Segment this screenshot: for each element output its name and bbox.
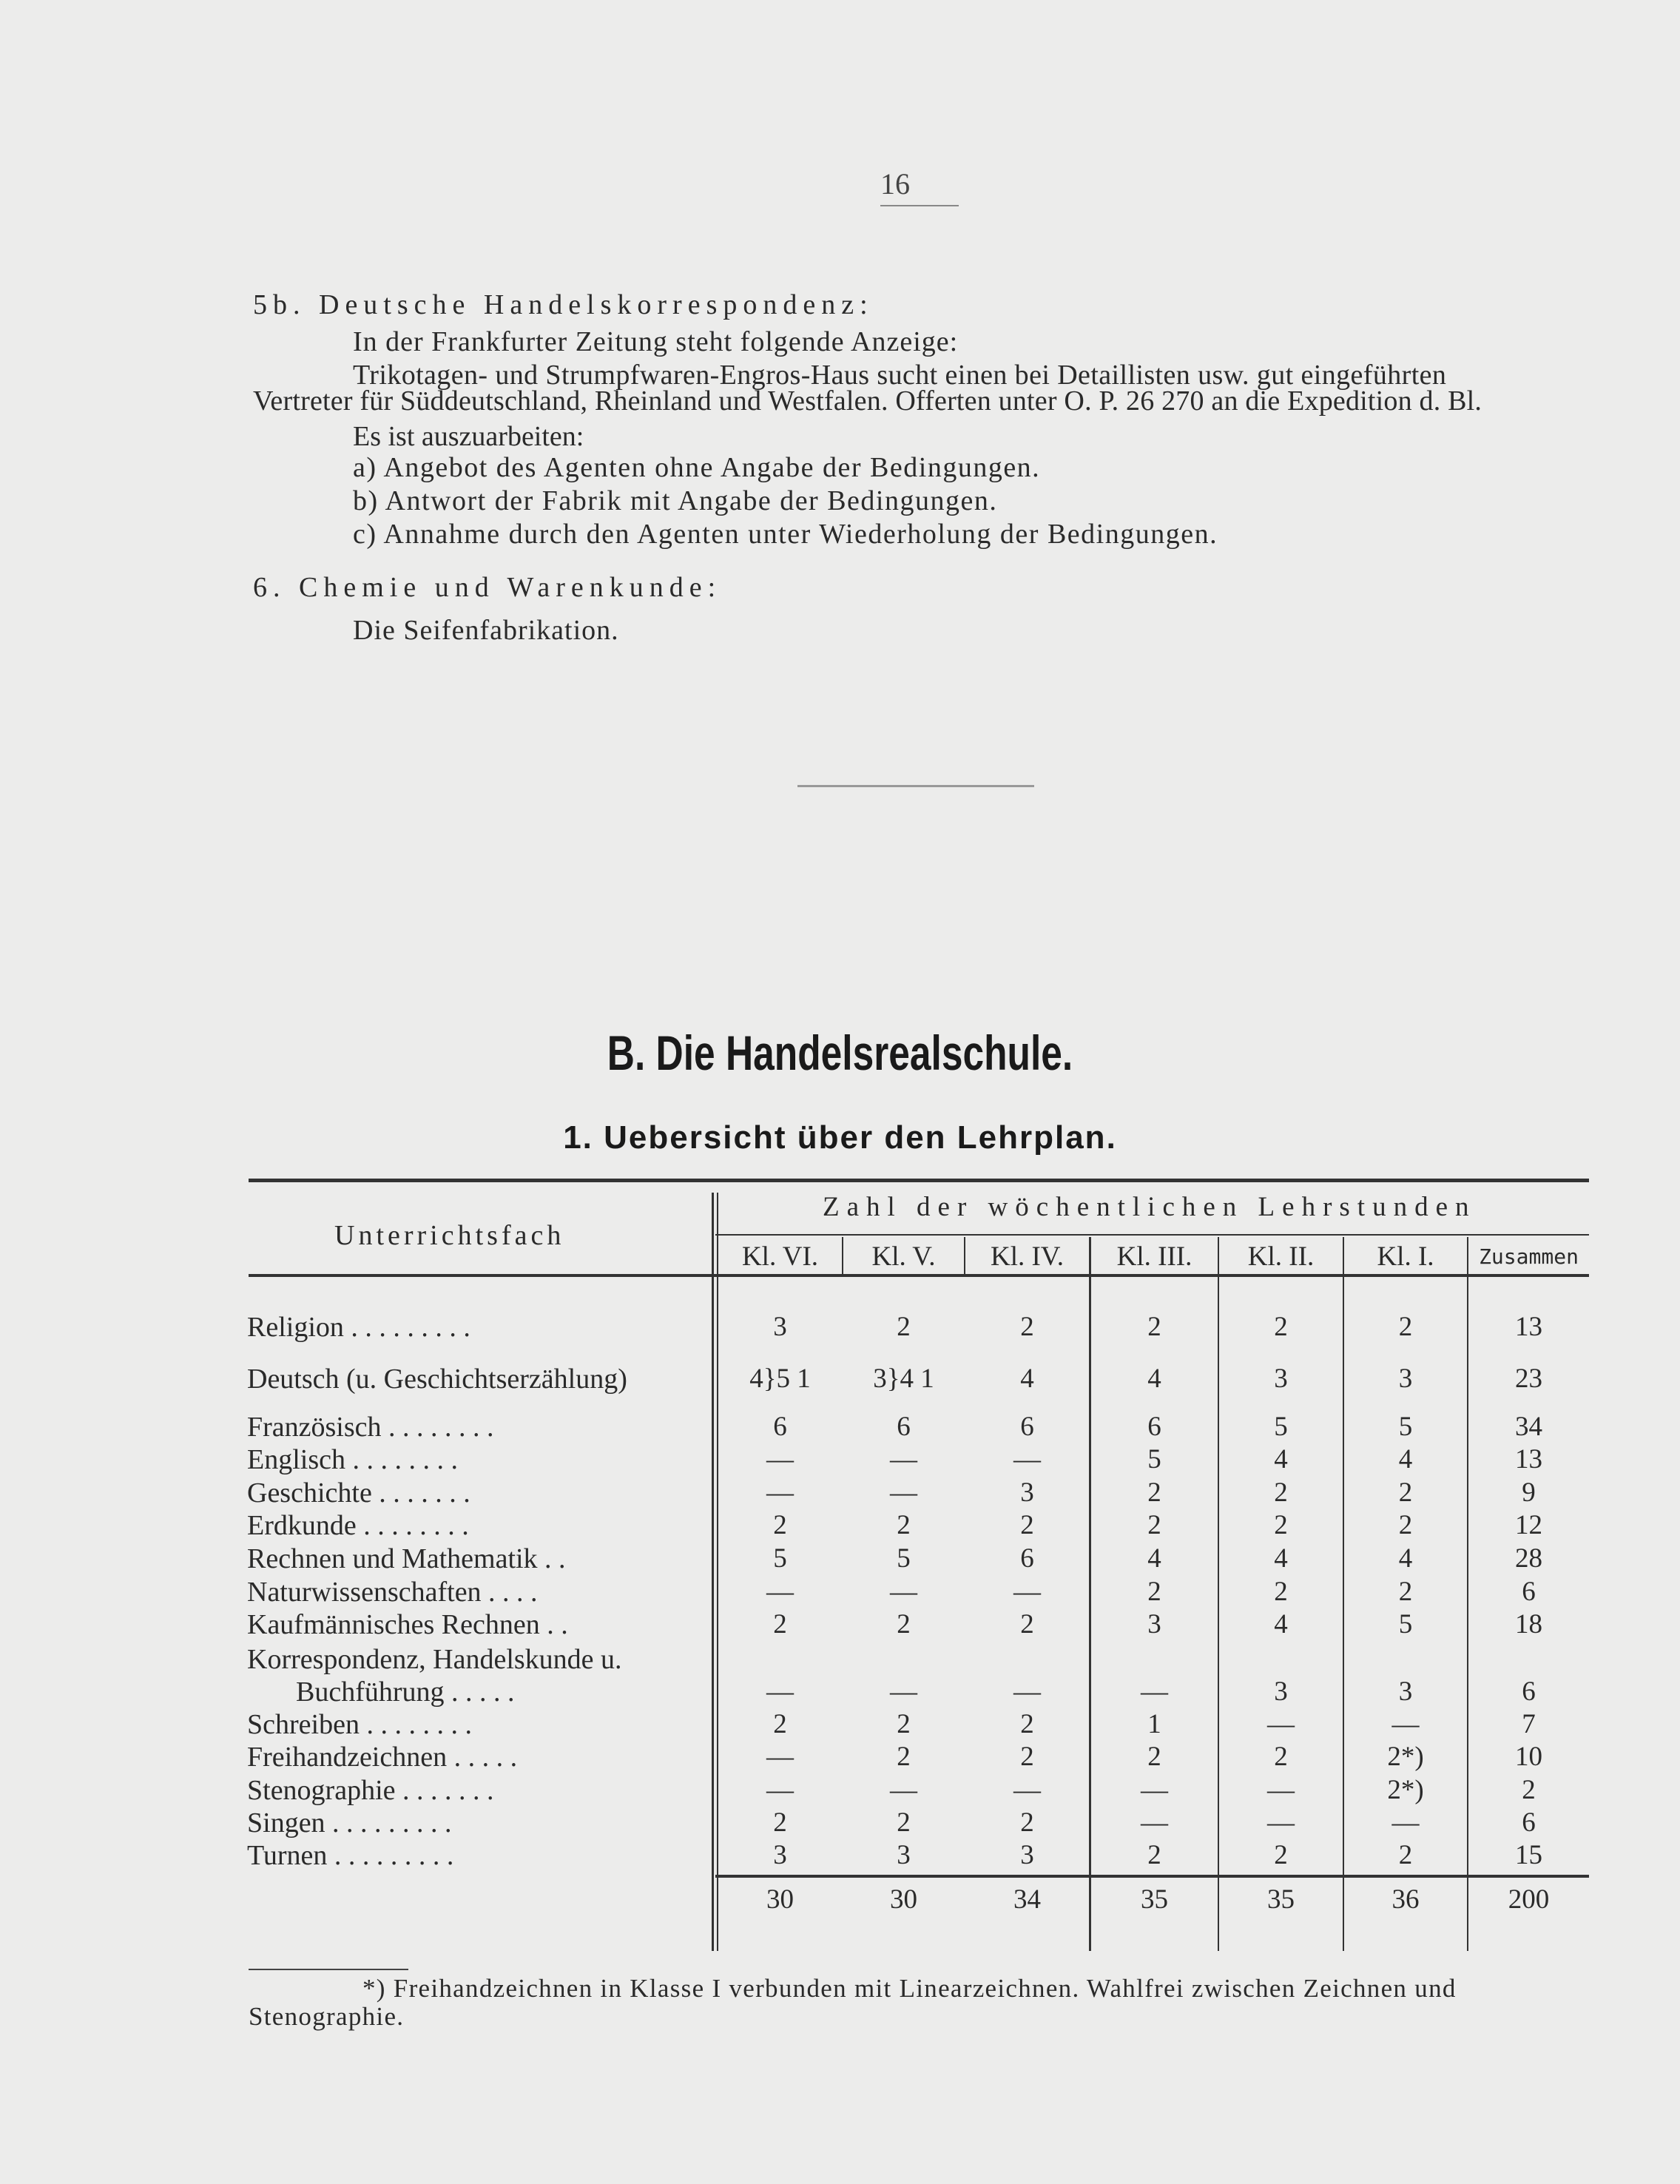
task-a: a) Angebot des Agenten ohne Angabe der Bedingungen.: [353, 452, 1041, 483]
row-value: 2: [1274, 1742, 1288, 1772]
row-value: —: [1013, 1775, 1041, 1805]
col-header-kl5: Kl. V.: [871, 1241, 936, 1272]
row-value: —: [766, 1676, 794, 1707]
row-value: 2: [1398, 1477, 1413, 1508]
footnote-rule: [249, 1969, 408, 1970]
col-header-kl4: Kl. IV.: [990, 1241, 1065, 1272]
row-value: 2: [1147, 1840, 1161, 1870]
total-value: 200: [1508, 1884, 1550, 1915]
row-value: 28: [1515, 1543, 1542, 1574]
row-value: 2: [897, 1807, 911, 1838]
row-value: 6: [1147, 1412, 1161, 1442]
row-value: 2: [1274, 1840, 1288, 1870]
heading-b: B. Die Handelsrealschule.: [607, 1025, 1073, 1080]
row-value: 4: [1398, 1543, 1413, 1574]
task-intro: Es ist auszuarbeiten:: [353, 421, 584, 452]
row-value: 3: [773, 1312, 787, 1342]
row-value: 2: [1147, 1510, 1161, 1540]
ad-line-2: Vertreter für Süddeutschland, Rheinland und Westfalen. Offerten unter O. P. 26 270 an die Expedition d. Bl.: [253, 385, 1482, 417]
row-value: 4: [1020, 1364, 1034, 1394]
row-value: 4: [1274, 1609, 1288, 1639]
task-c: c) Annahme durch den Agenten unter Wiederholung der Bedingungen.: [353, 519, 1218, 550]
col-header-kl3: Kl. III.: [1116, 1241, 1192, 1272]
total-value: 36: [1391, 1884, 1420, 1915]
row-value: 2: [897, 1312, 911, 1342]
row-subject: Korrespondenz, Handelskunde u.: [247, 1644, 622, 1675]
col-header-kl2: Kl. II.: [1247, 1241, 1315, 1272]
row-value: 1: [1147, 1709, 1161, 1739]
row-value: 2: [1147, 1742, 1161, 1772]
row-subject: Französisch . . . . . . . .: [247, 1412, 494, 1443]
section-6-text: Die Seifenfabrikation.: [353, 615, 619, 646]
row-value: 3: [1398, 1676, 1413, 1707]
table-header-bottom-rule: [249, 1274, 1589, 1277]
row-value: 9: [1522, 1477, 1536, 1508]
task-b: b) Antwort der Fabrik mit Angabe der Bedingungen.: [353, 485, 998, 516]
table-header-mid-rule: [715, 1234, 1589, 1236]
table-group-header: Zahl der wöchentlichen Lehrstunden: [823, 1192, 1477, 1222]
row-value: 34: [1515, 1412, 1542, 1442]
row-value: 2: [773, 1609, 787, 1639]
page-number: 16: [880, 167, 910, 200]
row-value: 3: [1147, 1609, 1161, 1639]
row-subject: Freihandzeichnen . . . . .: [247, 1742, 518, 1773]
row-value: 3: [1274, 1364, 1288, 1394]
row-value: 2*): [1387, 1775, 1424, 1805]
row-value: 2: [1398, 1312, 1413, 1342]
row-value: 5: [773, 1543, 787, 1574]
row-value: 2: [1274, 1510, 1288, 1540]
row-value: 2: [1398, 1840, 1413, 1870]
row-subject: Geschichte . . . . . . .: [247, 1477, 470, 1509]
row-value: 12: [1515, 1510, 1542, 1540]
row-value: 3: [1274, 1676, 1288, 1707]
row-value: 7: [1522, 1709, 1536, 1739]
row-value: 2: [897, 1742, 911, 1772]
total-value: 35: [1141, 1884, 1168, 1915]
row-subject: Singen . . . . . . . . .: [247, 1807, 452, 1838]
ad-line-1: Trikotagen- und Strumpfwaren-Engros-Haus sucht einen bei Detaillisten usw. gut eingeführten: [353, 360, 1447, 391]
row-value: —: [766, 1477, 794, 1508]
table-top-rule: [249, 1179, 1589, 1182]
row-value: 2: [1147, 1312, 1161, 1342]
row-value: 3: [897, 1840, 911, 1870]
row-value: 2*): [1387, 1742, 1424, 1772]
row-value: 2: [1147, 1477, 1161, 1508]
row-value: —: [1391, 1807, 1420, 1838]
row-value: —: [766, 1775, 794, 1805]
row-value: 4}5 1: [749, 1364, 811, 1394]
row-value: —: [1013, 1444, 1041, 1474]
col-header-zusammen: Zusammen: [1479, 1244, 1579, 1269]
row-value: 5: [1274, 1412, 1288, 1442]
table-subject-divider: [712, 1193, 714, 1951]
row-value: 2: [1274, 1577, 1288, 1607]
row-value: 4: [1274, 1543, 1288, 1574]
row-value: 5: [1147, 1444, 1161, 1474]
row-value: 3}4 1: [873, 1364, 934, 1394]
row-value: —: [1141, 1676, 1168, 1707]
row-value: —: [890, 1444, 917, 1474]
row-value: —: [1141, 1807, 1168, 1838]
row-value: 2: [897, 1510, 911, 1540]
row-value: 6: [773, 1412, 787, 1442]
heading-1: 1. Uebersicht über den Lehrplan.: [563, 1119, 1117, 1156]
table-col-subject: Unterrichtsfach: [334, 1220, 565, 1251]
row-subject: Schreiben . . . . . . . .: [247, 1709, 472, 1740]
row-value: 6: [1522, 1577, 1536, 1607]
row-value: 2: [1274, 1477, 1288, 1508]
row-value: 2: [1398, 1577, 1413, 1607]
row-value: 2: [1147, 1577, 1161, 1607]
row-subject: Rechnen und Mathematik . .: [247, 1543, 566, 1574]
row-subject: Turnen . . . . . . . . .: [247, 1840, 454, 1871]
row-value: —: [1391, 1709, 1420, 1739]
row-value: 6: [1020, 1543, 1034, 1574]
total-value: 30: [766, 1884, 794, 1915]
row-value: 5: [897, 1543, 911, 1574]
row-value: 2: [1522, 1775, 1536, 1805]
row-subject: Religion . . . . . . . . .: [247, 1312, 470, 1343]
table-totals-rule: [715, 1875, 1589, 1878]
row-value: —: [890, 1577, 917, 1607]
separator-rule: [797, 785, 1034, 787]
row-subject: Buchführung . . . . .: [296, 1676, 515, 1708]
row-value: 2: [897, 1709, 911, 1739]
page-number-rule: [880, 205, 959, 206]
row-value: 4: [1398, 1444, 1413, 1474]
row-value: —: [766, 1742, 794, 1772]
row-value: 6: [1020, 1412, 1034, 1442]
row-value: 6: [1522, 1676, 1536, 1707]
row-value: 2: [1274, 1312, 1288, 1342]
row-value: —: [766, 1577, 794, 1607]
row-value: —: [890, 1676, 917, 1707]
row-value: 2: [897, 1609, 911, 1639]
row-value: 15: [1515, 1840, 1542, 1870]
row-value: 6: [1522, 1807, 1536, 1838]
row-value: 3: [1020, 1840, 1034, 1870]
row-value: —: [1267, 1709, 1295, 1739]
row-value: 13: [1515, 1312, 1542, 1342]
row-value: 4: [1147, 1543, 1161, 1574]
row-value: 2: [1020, 1510, 1034, 1540]
row-value: 10: [1515, 1742, 1542, 1772]
row-value: 2: [1020, 1312, 1034, 1342]
row-value: 23: [1515, 1364, 1542, 1394]
row-subject: Englisch . . . . . . . .: [247, 1444, 458, 1475]
row-subject: Kaufmännisches Rechnen . .: [247, 1609, 568, 1640]
row-subject: Erdkunde . . . . . . . .: [247, 1510, 469, 1541]
row-value: 2: [1398, 1510, 1413, 1540]
row-value: —: [1267, 1807, 1295, 1838]
row-value: 4: [1147, 1364, 1161, 1394]
row-value: 3: [1398, 1364, 1413, 1394]
row-value: 2: [1020, 1742, 1034, 1772]
row-value: 2: [773, 1709, 787, 1739]
row-value: —: [890, 1477, 917, 1508]
row-value: —: [1013, 1676, 1041, 1707]
footnote-line-1: *) Freihandzeichnen in Klasse I verbunden mit Linearzeichnen. Wahlfrei zwischen Zeichnen und: [362, 1974, 1457, 2003]
section-5b-label: 5b. Deutsche Handelskorrespondenz:: [253, 289, 874, 320]
total-value: 34: [1013, 1884, 1041, 1915]
row-value: 2: [1020, 1609, 1034, 1639]
row-value: 2: [1020, 1709, 1034, 1739]
section-5b-intro: In der Frankfurter Zeitung steht folgende Anzeige:: [353, 326, 959, 357]
total-value: 35: [1267, 1884, 1295, 1915]
row-value: 3: [1020, 1477, 1034, 1508]
col-header-kl1: Kl. I.: [1377, 1241, 1434, 1272]
row-value: 5: [1398, 1609, 1413, 1639]
row-value: —: [890, 1775, 917, 1805]
row-subject: Stenographie . . . . . . .: [247, 1775, 494, 1806]
total-value: 30: [890, 1884, 917, 1915]
row-subject: Naturwissenschaften . . . .: [247, 1577, 538, 1608]
row-value: —: [1013, 1577, 1041, 1607]
row-value: 13: [1515, 1444, 1542, 1474]
row-value: 5: [1398, 1412, 1413, 1442]
row-value: —: [1141, 1775, 1168, 1805]
row-value: 4: [1274, 1444, 1288, 1474]
row-value: 18: [1515, 1609, 1542, 1639]
col-header-kl6: Kl. VI.: [741, 1241, 819, 1272]
row-value: —: [1267, 1775, 1295, 1805]
row-subject: Deutsch (u. Geschichtserzählung): [247, 1364, 627, 1395]
row-value: 6: [897, 1412, 911, 1442]
footnote-line-2: Stenographie.: [249, 2002, 405, 2031]
row-value: 2: [773, 1807, 787, 1838]
row-value: 2: [773, 1510, 787, 1540]
section-6-label: 6. Chemie und Warenkunde:: [253, 572, 722, 603]
row-value: 2: [1020, 1807, 1034, 1838]
row-value: —: [766, 1444, 794, 1474]
row-value: 3: [773, 1840, 787, 1870]
